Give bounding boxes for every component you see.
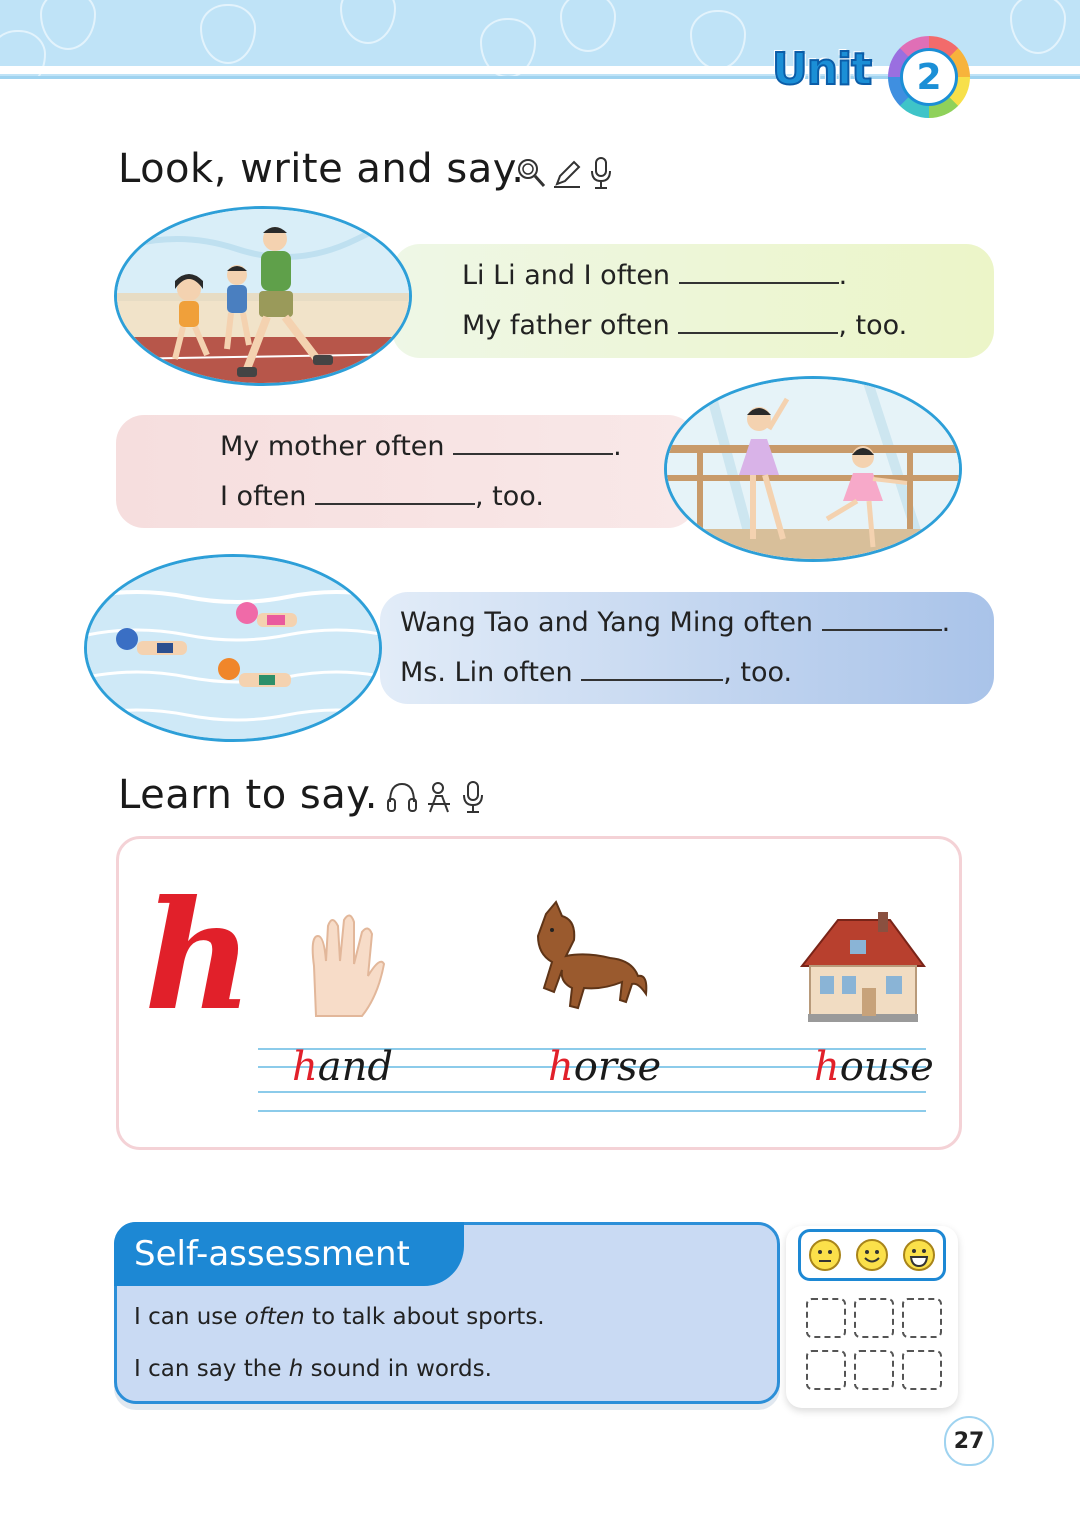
section-title-look-write-say: Look, write and say. xyxy=(118,146,525,192)
strawberry-pattern-icon xyxy=(1010,0,1066,54)
word-first-letter: h xyxy=(292,1044,318,1090)
microphone-icon xyxy=(460,780,486,814)
exercise-punct: . xyxy=(613,431,622,462)
word-rest: ouse xyxy=(839,1044,934,1090)
exercise-1-line-1 xyxy=(462,260,847,291)
exercise-punct: , too. xyxy=(475,481,544,512)
swimming-scene xyxy=(84,554,382,742)
exercise-punct: . xyxy=(941,607,951,638)
writing-line xyxy=(258,1110,926,1112)
rating-checkbox[interactable] xyxy=(854,1298,894,1338)
exercise-punct: , too. xyxy=(723,657,793,688)
rating-checkbox[interactable] xyxy=(902,1350,942,1390)
phonics-letter: h xyxy=(144,868,254,1044)
self-assessment-title: Self-assessment xyxy=(134,1234,410,1274)
section1-icons xyxy=(516,156,614,190)
writing-line xyxy=(258,1091,926,1093)
exercise-text: Li Li and I often xyxy=(462,260,671,291)
word-horse xyxy=(548,1044,661,1090)
exercise-text: I often xyxy=(220,481,307,512)
sa-emphasis: often xyxy=(244,1304,305,1330)
unit-label: Unit xyxy=(772,44,872,95)
sa-emphasis: h xyxy=(288,1356,304,1382)
house-picture xyxy=(798,910,928,1024)
strawberry-pattern-icon xyxy=(690,10,746,70)
strawberry-pattern-icon xyxy=(560,0,616,52)
sa-text: I can use xyxy=(134,1304,245,1330)
answer-blank[interactable] xyxy=(822,607,942,631)
headphones-icon xyxy=(386,780,418,814)
speaking-icon xyxy=(424,780,454,814)
unit-badge xyxy=(888,36,970,118)
rating-checkbox[interactable] xyxy=(806,1298,846,1338)
self-assessment-line-2 xyxy=(134,1356,492,1382)
exercise-2-line-1 xyxy=(220,431,622,462)
neutral-face-icon xyxy=(808,1238,842,1272)
exercise-text: My mother often xyxy=(220,431,445,462)
exercise-text: Ms. Lin often xyxy=(400,657,573,688)
ballet-scene xyxy=(664,376,962,562)
rating-checkbox[interactable] xyxy=(854,1350,894,1390)
word-first-letter: h xyxy=(814,1044,840,1090)
exercise-2-line-2 xyxy=(220,481,544,512)
answer-blank[interactable] xyxy=(679,260,839,284)
strawberry-pattern-icon xyxy=(340,0,396,44)
self-assessment-line-1 xyxy=(134,1304,545,1330)
horse-picture xyxy=(526,896,652,1022)
pencil-icon xyxy=(552,157,582,189)
word-first-letter: h xyxy=(548,1044,574,1090)
exercise-1-line-2 xyxy=(462,310,907,341)
exercise-text: Wang Tao and Yang Ming often xyxy=(400,607,814,638)
word-rest: and xyxy=(317,1044,393,1090)
word-hand xyxy=(292,1044,393,1090)
answer-blank[interactable] xyxy=(678,310,838,334)
sa-text: sound in words. xyxy=(303,1356,492,1382)
exercise-text: My father often xyxy=(462,310,670,341)
section2-icons xyxy=(386,780,486,814)
answer-blank[interactable] xyxy=(453,431,613,455)
word-house xyxy=(814,1044,934,1090)
exercise-3-line-2 xyxy=(400,657,792,688)
exercise-punct: , too. xyxy=(838,310,908,341)
rating-checkbox[interactable] xyxy=(806,1350,846,1390)
magnifier-icon xyxy=(516,157,546,189)
grin-face-icon xyxy=(902,1238,936,1272)
running-scene xyxy=(114,206,412,386)
exercise-punct: . xyxy=(838,260,848,291)
page-number: 27 xyxy=(944,1416,994,1466)
exercise-3-line-1 xyxy=(400,607,950,638)
unit-number: 2 xyxy=(900,48,958,106)
answer-blank[interactable] xyxy=(315,481,475,505)
rating-checkbox[interactable] xyxy=(902,1298,942,1338)
rating-faces xyxy=(798,1229,946,1281)
sa-text: to talk about sports. xyxy=(304,1304,545,1330)
hand-picture xyxy=(296,906,386,1026)
strawberry-pattern-icon xyxy=(40,0,96,50)
word-rest: orse xyxy=(573,1044,662,1090)
section-title-learn-to-say: Learn to say. xyxy=(118,772,378,818)
smile-face-icon xyxy=(855,1238,889,1272)
strawberry-pattern-icon xyxy=(200,4,256,64)
microphone-icon xyxy=(588,156,614,190)
answer-blank[interactable] xyxy=(581,657,723,681)
sa-text: I can say the xyxy=(134,1356,289,1382)
